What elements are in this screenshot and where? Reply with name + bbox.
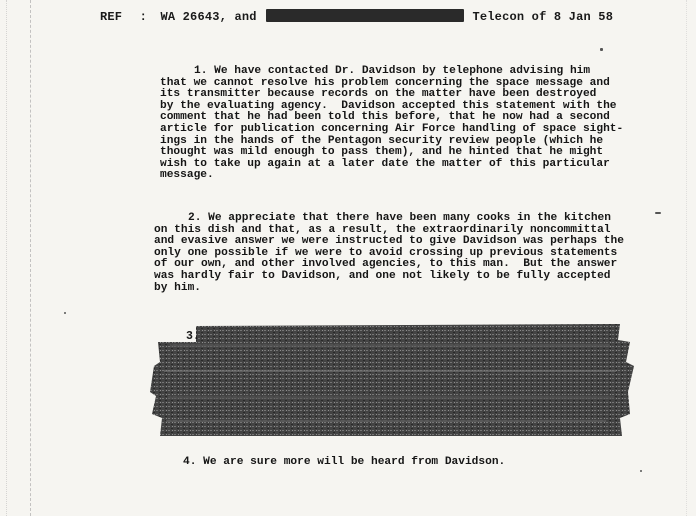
paragraph-2 [154, 213, 624, 294]
paragraph-1-line: thought was mild enough to pass them), and he hinted that he might [160, 146, 604, 159]
header-colon: : [139, 10, 148, 24]
paragraph-3-redaction [150, 322, 634, 438]
paragraph-1 [160, 66, 623, 182]
paragraph-1-line: its transmitter because records on the matter have been destroyed [160, 88, 597, 101]
scan-speck [600, 48, 603, 51]
paragraph-1-line: ings in the hands of the Pentagon security review people (which he [160, 134, 604, 147]
paragraph-1-line: comment that he had been told this before, that he now had a second [160, 111, 610, 124]
paragraph-2-line: by him. [154, 281, 201, 294]
reference-header [100, 9, 613, 24]
paragraph-2-line: on this dish and that, as a result, the extraordinarily noncommittal [154, 223, 611, 236]
paragraph-1-line: article for publication concerning Air Force handling of space sight- [160, 122, 624, 135]
scan-speck [640, 470, 642, 472]
scan-edge-line-right [686, 0, 688, 516]
paragraph-1-line: message. [160, 169, 214, 182]
paragraph-2-line: only one possible if we were to avoid crossing up previous statements [154, 246, 618, 259]
paragraph-2-line: and evasive answer we were instructed to give Davidson was perhaps the [154, 235, 624, 248]
header-redaction [266, 9, 464, 22]
scan-speck [64, 312, 66, 314]
margin-line [30, 0, 32, 516]
header-ref-label: REF [100, 10, 123, 24]
paragraph-1-line: that we cannot resolve his problem concerning the space message and [160, 76, 610, 89]
paragraph-3-number: 3. [186, 330, 200, 343]
paragraph-2-line: 2. We appreciate that there have been many cooks in the kitchen [188, 212, 611, 224]
paragraph-1-line: by the evaluating agency. Davidson accepted this statement with the [160, 99, 617, 112]
paragraph-2-line: of our own, and other involved agencies, to this man. But the answer [154, 258, 618, 271]
header-cable-number: WA 26643, and [160, 10, 257, 24]
header-telecon: Telecon of 8 Jan 58 [472, 10, 614, 24]
scan-edge-line [6, 0, 8, 516]
scan-speck [655, 212, 661, 214]
paragraph-4 [183, 457, 505, 469]
paragraph-1-line: 1. We have contacted Dr. Davidson by telephone advising him [194, 65, 591, 77]
paragraph-1-line: wish to take up again at a later date the matter of this particular [160, 157, 610, 170]
paragraph-2-line: was hardly fair to Davidson, and one not likely to be fully accepted [154, 269, 611, 282]
paragraph-4-line: 4. We are sure more will be heard from Davidson. [183, 456, 506, 468]
